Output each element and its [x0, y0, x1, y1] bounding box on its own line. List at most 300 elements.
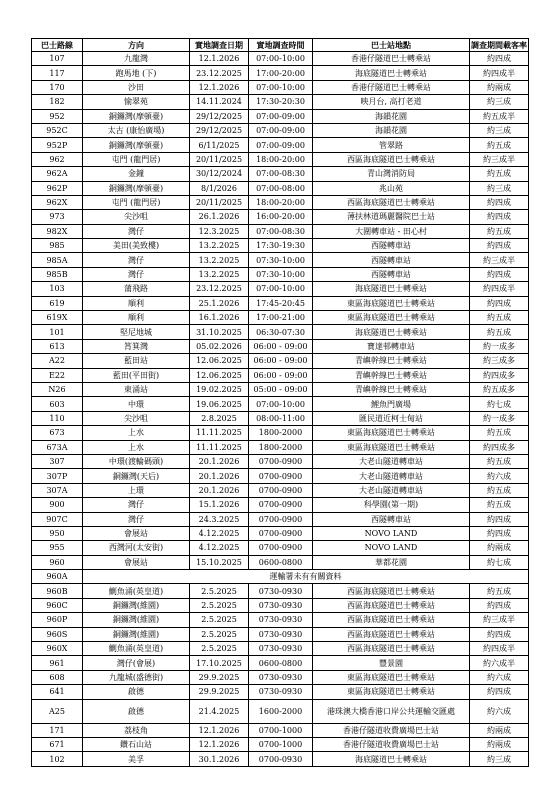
- table-row: [32, 752, 529, 766]
- cell-survey-date: 21.4.2025: [190, 699, 249, 723]
- cell-bus-stop: 青山灣消防局: [313, 167, 470, 181]
- cell-bus-stop: 西隧轉車站: [313, 512, 470, 526]
- cell-survey-date: 31.10.2025: [190, 325, 249, 339]
- cell-bus-stop: 西區海底隧道巴士轉乘站: [313, 598, 470, 612]
- cell-survey-time: 06:00 - 09:00: [249, 339, 313, 353]
- cell-route: 955: [32, 541, 83, 555]
- cell-survey-date: 29/12/2025: [190, 123, 249, 137]
- cell-bus-stop: 海韻花園: [313, 109, 470, 123]
- cell-route: 985A: [32, 253, 83, 267]
- cell-bus-stop: 匯民道近柯士甸站: [313, 411, 470, 425]
- table-row: [32, 282, 529, 296]
- cell-direction: 鰂魚涌(英皇道): [83, 642, 190, 656]
- cell-occupancy: 約五成: [470, 584, 529, 598]
- cell-bus-stop: 西區海底隧道巴士轉乘站: [313, 195, 470, 209]
- cell-survey-date: 11.11.2025: [190, 426, 249, 440]
- cell-survey-date: 2.5.2025: [190, 584, 249, 598]
- cell-route: 960: [32, 555, 83, 569]
- table-row: [32, 138, 529, 152]
- cell-occupancy: 約四成: [470, 239, 529, 253]
- cell-bus-stop: 海底隧道巴士轉乘站: [313, 66, 470, 80]
- cell-survey-time: 17:30-20:30: [249, 95, 313, 109]
- table-row: [32, 210, 529, 224]
- cell-survey-time: 07:00-10:00: [249, 282, 313, 296]
- cell-bus-stop: 東區海底隧道巴士轉乘站: [313, 440, 470, 454]
- cell-occupancy: 約七成: [470, 397, 529, 411]
- table-row: [32, 368, 529, 382]
- cell-occupancy: 約四成: [470, 195, 529, 209]
- table-row: [32, 354, 529, 368]
- cell-direction: 銅鑼灣(維園): [83, 598, 190, 612]
- cell-direction: 藍田站: [83, 354, 190, 368]
- cell-survey-time: 0730-0930: [249, 584, 313, 598]
- table-row: [32, 109, 529, 123]
- cell-bus-stop: 鯉魚門廣場: [313, 397, 470, 411]
- cell-route: 307A: [32, 483, 83, 497]
- cell-bus-stop: 西隧轉車站: [313, 267, 470, 281]
- cell-direction: 銅鑼灣(維園): [83, 627, 190, 641]
- cell-survey-date: 15.10.2025: [190, 555, 249, 569]
- cell-direction: 灣仔: [83, 253, 190, 267]
- cell-direction: 屯門 (龍門居): [83, 195, 190, 209]
- cell-route: 671: [32, 737, 83, 751]
- table-row: [32, 195, 529, 209]
- cell-route: 960P: [32, 613, 83, 627]
- cell-direction: 太古 (康怡廣場): [83, 123, 190, 137]
- cell-survey-date: 23.12.2025: [190, 282, 249, 296]
- cell-occupancy: 約四成: [470, 296, 529, 310]
- cell-route: 603: [32, 397, 83, 411]
- cell-bus-stop: 香港仔隧道收費廣場巴士站: [313, 723, 470, 737]
- cell-occupancy: 約三成半: [470, 613, 529, 627]
- cell-survey-date: 2.5.2025: [190, 642, 249, 656]
- cell-survey-date: 20.1.2026: [190, 469, 249, 483]
- cell-survey-date: 14.11.2024: [190, 95, 249, 109]
- cell-direction: 灣仔: [83, 512, 190, 526]
- cell-direction: 蒲飛路: [83, 282, 190, 296]
- cell-route: 960A: [32, 570, 83, 584]
- table-row: [32, 498, 529, 512]
- cell-route: 619X: [32, 311, 83, 325]
- cell-survey-time: 07:00-09:00: [249, 138, 313, 152]
- cell-survey-time: 08:00-11:00: [249, 411, 313, 425]
- cell-occupancy: 約兩成: [470, 541, 529, 555]
- cell-route: 673A: [32, 440, 83, 454]
- cell-occupancy: 約三成: [470, 95, 529, 109]
- cell-survey-date: 20.1.2026: [190, 454, 249, 468]
- cell-route: 900: [32, 498, 83, 512]
- table-row: [32, 541, 529, 555]
- cell-survey-date: 12.1.2026: [190, 52, 249, 66]
- cell-route: 307: [32, 454, 83, 468]
- cell-direction: 順利: [83, 296, 190, 310]
- cell-direction: 銅鑼灣(摩頓臺): [83, 109, 190, 123]
- table-row: [32, 440, 529, 454]
- cell-survey-date: 12.06.2025: [190, 354, 249, 368]
- cell-direction: 銅鑼灣(天后): [83, 469, 190, 483]
- cell-survey-time: 06:00 - 09:00: [249, 354, 313, 368]
- cell-occupancy: 約三成半: [470, 253, 529, 267]
- cell-route: 960X: [32, 642, 83, 656]
- cell-survey-time: 0700-0900: [249, 454, 313, 468]
- cell-survey-date: 16.1.2026: [190, 311, 249, 325]
- cell-bus-stop: 青嶼幹線巴士轉乘站: [313, 354, 470, 368]
- cell-route: 907C: [32, 512, 83, 526]
- table-row: [32, 483, 529, 497]
- cell-survey-time: 0600-0800: [249, 555, 313, 569]
- cell-survey-date: 12.3.2025: [190, 224, 249, 238]
- table-row: [32, 224, 529, 238]
- table-row: [32, 555, 529, 569]
- header-bus-stop: 巴士站地點: [313, 39, 470, 52]
- cell-survey-time: 05:00 - 09:00: [249, 382, 313, 396]
- header-occupancy: 調查期間載客率: [471, 40, 527, 50]
- cell-survey-date: 17.10.2025: [190, 656, 249, 670]
- survey-table: [31, 38, 529, 767]
- cell-occupancy: 約六成: [470, 670, 529, 684]
- cell-bus-stop: 東區海底隧道巴士轉乘站: [313, 670, 470, 684]
- cell-occupancy: 約五成半: [470, 109, 529, 123]
- cell-direction: 灣仔: [83, 498, 190, 512]
- table-row: [32, 656, 529, 670]
- cell-occupancy: 約六成半: [470, 656, 529, 670]
- cell-bus-stop: 香港仔隧道巴士轉乘站: [313, 80, 470, 94]
- cell-survey-date: 24.3.2025: [190, 512, 249, 526]
- cell-bus-stop: 東區海底隧道巴士轉乘站: [313, 296, 470, 310]
- cell-bus-stop: 大老山隧道轉車站: [313, 483, 470, 497]
- cell-survey-date: 2.8.2025: [190, 411, 249, 425]
- cell-survey-time: 0700-0900: [249, 469, 313, 483]
- cell-direction: 荔枝角: [83, 723, 190, 737]
- cell-occupancy: 約七成: [470, 555, 529, 569]
- cell-direction: 啟德: [83, 699, 190, 723]
- cell-bus-stop: NOVO LAND: [313, 541, 470, 555]
- cell-occupancy: 約四成半: [470, 642, 529, 656]
- cell-direction: 跑馬地 (下): [83, 66, 190, 80]
- cell-direction: 尖沙咀: [83, 411, 190, 425]
- cell-bus-stop: 寶達邨轉車站: [313, 339, 470, 353]
- cell-bus-stop: 西區海底隧道巴士轉乘站: [313, 613, 470, 627]
- header-survey-date: 實地調查日期: [190, 39, 249, 52]
- cell-route: 613: [32, 339, 83, 353]
- cell-survey-time: 17:45-20:45: [249, 296, 313, 310]
- cell-bus-stop: 華都花園: [313, 555, 470, 569]
- cell-occupancy: 約六成: [470, 699, 529, 723]
- cell-route: 952C: [32, 123, 83, 137]
- table-row: [32, 52, 529, 66]
- cell-direction: 美孚: [83, 752, 190, 766]
- cell-survey-date: 30.1.2026: [190, 752, 249, 766]
- cell-bus-stop: 海底隧道巴士轉乘站: [313, 325, 470, 339]
- cell-route: 982X: [32, 224, 83, 238]
- cell-direction: 鰂魚涌(英皇道): [83, 584, 190, 598]
- table-row: [32, 95, 529, 109]
- cell-survey-time: 07:00-10:00: [249, 52, 313, 66]
- cell-bus-stop: 兆山苑: [313, 181, 470, 195]
- cell-occupancy: 約四成: [470, 512, 529, 526]
- cell-occupancy: 約四成半: [470, 66, 529, 80]
- cell-survey-time: 0700-0930: [249, 752, 313, 766]
- cell-route: A22: [32, 354, 83, 368]
- cell-direction: 九龍城(盛德街): [83, 670, 190, 684]
- cell-survey-date: 20/11/2025: [190, 152, 249, 166]
- cell-direction: 金鐘: [83, 167, 190, 181]
- cell-survey-time: 0730-0930: [249, 670, 313, 684]
- cell-direction: 銅鑼灣(摩頓臺): [83, 138, 190, 152]
- cell-survey-date: 6/11/2025: [190, 138, 249, 152]
- cell-direction: 灣仔: [83, 224, 190, 238]
- cell-bus-stop: 海底隧道巴士轉乘站: [313, 752, 470, 766]
- cell-survey-time: 0730-0930: [249, 642, 313, 656]
- table-row: [32, 296, 529, 310]
- cell-direction: 鑽石山站: [83, 737, 190, 751]
- cell-survey-date: 19.06.2025: [190, 397, 249, 411]
- table-row: [32, 670, 529, 684]
- cell-survey-date: 12.1.2026: [190, 723, 249, 737]
- cell-survey-time: 07:00-08:00: [249, 181, 313, 195]
- cell-route: 171: [32, 723, 83, 737]
- cell-route: 608: [32, 670, 83, 684]
- cell-occupancy: 約四成: [470, 526, 529, 540]
- cell-route: 952: [32, 109, 83, 123]
- cell-direction: 九龍灣: [83, 52, 190, 66]
- cell-survey-time: 0730-0930: [249, 598, 313, 612]
- cell-survey-time: 17:30-19:30: [249, 239, 313, 253]
- cell-direction: 東涌站: [83, 382, 190, 396]
- cell-bus-stop: 西區海底隧道巴士轉乘站: [313, 627, 470, 641]
- cell-survey-time: 1600-2000: [249, 699, 313, 723]
- cell-survey-time: 18:00-20:00: [249, 195, 313, 209]
- cell-bus-stop: 科學園(第一期): [313, 498, 470, 512]
- table-row: [32, 426, 529, 440]
- cell-direction: 藍田(平田街): [83, 368, 190, 382]
- cell-bus-stop: NOVO LAND: [313, 526, 470, 540]
- cell-direction: 美田(美致樓): [83, 239, 190, 253]
- cell-occupancy: 約五成: [470, 426, 529, 440]
- table-row: [32, 584, 529, 598]
- cell-survey-date: 20.1.2026: [190, 483, 249, 497]
- cell-bus-stop: 青嶼幹線巴士轉乘站: [313, 382, 470, 396]
- cell-route: 107: [32, 52, 83, 66]
- cell-survey-time: 07:30-10:00: [249, 267, 313, 281]
- cell-survey-time: 17:00-21:00: [249, 311, 313, 325]
- cell-survey-date: 23.12.2025: [190, 66, 249, 80]
- cell-bus-stop: 管翠路: [313, 138, 470, 152]
- cell-occupancy: 約三成: [470, 123, 529, 137]
- cell-survey-time: 0730-0930: [249, 685, 313, 699]
- cell-survey-date: 13.2.2025: [190, 253, 249, 267]
- cell-survey-time: 18:00-20:00: [249, 152, 313, 166]
- cell-route: 961: [32, 656, 83, 670]
- cell-bus-stop: 西區海底隧道巴士轉乘站: [313, 642, 470, 656]
- cell-occupancy: 約四成多: [470, 368, 529, 382]
- cell-bus-stop: 港珠澳大橋香港口岸公共運輸交匯處: [313, 699, 470, 723]
- cell-occupancy: 約三成: [470, 181, 529, 195]
- cell-survey-time: 0730-0930: [249, 613, 313, 627]
- cell-bus-stop: 海韻花園: [313, 123, 470, 137]
- cell-survey-date: 12.1.2026: [190, 80, 249, 94]
- cell-route: 962: [32, 152, 83, 166]
- table-row: [32, 613, 529, 627]
- cell-survey-date: 12.1.2026: [190, 737, 249, 751]
- cell-route: 673: [32, 426, 83, 440]
- cell-direction: 上水: [83, 440, 190, 454]
- cell-bus-stop: 大老山隧道轉車站: [313, 454, 470, 468]
- cell-occupancy: 約兩成: [470, 737, 529, 751]
- cell-survey-date: 11.11.2025: [190, 440, 249, 454]
- cell-route: 962P: [32, 181, 83, 195]
- cell-occupancy: 約四成: [470, 52, 529, 66]
- cell-survey-time: 0600-0800: [249, 656, 313, 670]
- cell-route: N26: [32, 382, 83, 396]
- cell-survey-date: 30/12/2024: [190, 167, 249, 181]
- cell-direction: 上水: [83, 426, 190, 440]
- cell-route: 101: [32, 325, 83, 339]
- table-row: [32, 699, 529, 723]
- cell-direction: 沙田: [83, 80, 190, 94]
- cell-direction: 灣仔(會展): [83, 656, 190, 670]
- table-row: [32, 239, 529, 253]
- cell-survey-time: 0700-0900: [249, 512, 313, 526]
- table-row: [32, 167, 529, 181]
- cell-route: 103: [32, 282, 83, 296]
- cell-occupancy: 約三成: [470, 752, 529, 766]
- cell-occupancy: 約三成多: [470, 354, 529, 368]
- cell-survey-date: 2.5.2025: [190, 613, 249, 627]
- cell-direction: 筲箕灣: [83, 339, 190, 353]
- cell-survey-date: 2.5.2025: [190, 627, 249, 641]
- cell-direction: 西灣河(太安街): [83, 541, 190, 555]
- cell-occupancy: 約四成: [470, 210, 529, 224]
- cell-occupancy: 約一成多: [470, 339, 529, 353]
- table-row: [32, 339, 529, 353]
- cell-survey-time: 0700-0900: [249, 483, 313, 497]
- cell-direction: 灣仔: [83, 267, 190, 281]
- cell-survey-time: 07:00-08:30: [249, 167, 313, 181]
- cell-route: 307P: [32, 469, 83, 483]
- table-row: [32, 253, 529, 267]
- cell-survey-time: 16:00-20:00: [249, 210, 313, 224]
- cell-direction: 屯門 (龍門居): [83, 152, 190, 166]
- table-row: [32, 66, 529, 80]
- cell-occupancy: 約五成: [470, 454, 529, 468]
- cell-occupancy: 約五成: [470, 311, 529, 325]
- cell-occupancy: 約五成: [470, 138, 529, 152]
- cell-survey-time: 1800-2000: [249, 440, 313, 454]
- table-row: [32, 267, 529, 281]
- cell-survey-date: 8/1/2026: [190, 181, 249, 195]
- cell-occupancy: 約兩成: [470, 80, 529, 94]
- cell-direction: 尖沙咀: [83, 210, 190, 224]
- cell-survey-time: 0700-0900: [249, 526, 313, 540]
- cell-route: 960C: [32, 598, 83, 612]
- cell-occupancy: 約四成: [470, 627, 529, 641]
- cell-bus-stop: 東區海底隧道巴士轉乘站: [313, 685, 470, 699]
- table-row: [32, 411, 529, 425]
- table-row: [32, 598, 529, 612]
- table-row: [32, 526, 529, 540]
- cell-route: 110: [32, 411, 83, 425]
- cell-survey-date: 13.2.2025: [190, 267, 249, 281]
- cell-bus-stop: 西區海底隧道巴士轉乘站: [313, 584, 470, 598]
- cell-route: 641: [32, 685, 83, 699]
- cell-route: 619: [32, 296, 83, 310]
- cell-survey-date: 2.5.2025: [190, 598, 249, 612]
- cell-route: 973: [32, 210, 83, 224]
- cell-bus-stop: 西隧轉車站: [313, 239, 470, 253]
- cell-bus-stop: 香港仔隧道收費廣場巴士站: [313, 737, 470, 751]
- cell-bus-stop: 香港仔隧道巴士轉乘站: [313, 52, 470, 66]
- cell-direction: 中環: [83, 397, 190, 411]
- cell-survey-time: 06:00 - 09:00: [249, 368, 313, 382]
- header-survey-time: 實地調查時間: [249, 39, 313, 52]
- table-row: [32, 570, 529, 584]
- cell-route: 950: [32, 526, 83, 540]
- cell-survey-date: 12.06.2025: [190, 368, 249, 382]
- table-row: [32, 181, 529, 195]
- cell-occupancy: 約四成多: [470, 440, 529, 454]
- cell-occupancy: 約五成: [470, 483, 529, 497]
- cell-bus-stop: 豐景園: [313, 656, 470, 670]
- cell-no-data-note: 運輸署未有有關資料: [83, 570, 529, 584]
- header-route: 巴士路線: [32, 39, 83, 52]
- cell-survey-time: 07:00-08:30: [249, 224, 313, 238]
- cell-bus-stop: 青嶼幹線巴士轉乘站: [313, 368, 470, 382]
- table-header-row: [32, 39, 529, 52]
- cell-occupancy: 約五成: [470, 498, 529, 512]
- cell-occupancy: 約六成: [470, 469, 529, 483]
- table-row: [32, 382, 529, 396]
- cell-survey-time: 0700-0900: [249, 541, 313, 555]
- cell-survey-date: 4.12.2025: [190, 526, 249, 540]
- cell-bus-stop: 大老山隧道轉車站: [313, 469, 470, 483]
- table-row: [32, 723, 529, 737]
- table-row: [32, 627, 529, 641]
- cell-bus-stop: 東區海底隧道巴士轉乘站: [313, 426, 470, 440]
- cell-bus-stop: 海底隧道巴士轉乘站: [313, 282, 470, 296]
- cell-survey-date: 26.1.2026: [190, 210, 249, 224]
- cell-occupancy: 約五成多: [470, 382, 529, 396]
- cell-route: 952P: [32, 138, 83, 152]
- table-row: [32, 642, 529, 656]
- cell-occupancy: 約四成: [470, 685, 529, 699]
- cell-survey-time: 0730-0930: [249, 627, 313, 641]
- cell-direction: 堅尼地城: [83, 325, 190, 339]
- cell-occupancy: 約四成: [470, 598, 529, 612]
- table-row: [32, 152, 529, 166]
- cell-occupancy: 約四成: [470, 267, 529, 281]
- cell-route: 962X: [32, 195, 83, 209]
- cell-direction: 會展站: [83, 526, 190, 540]
- cell-direction: 上環: [83, 483, 190, 497]
- cell-route: 985: [32, 239, 83, 253]
- cell-survey-time: 07:00-09:00: [249, 109, 313, 123]
- cell-survey-time: 06:30-07:30: [249, 325, 313, 339]
- cell-occupancy: 約一成多: [470, 411, 529, 425]
- cell-survey-time: 07:00-09:00: [249, 123, 313, 137]
- cell-survey-time: 07:00-10:00: [249, 397, 313, 411]
- cell-survey-date: 29/12/2025: [190, 109, 249, 123]
- cell-survey-date: 19.02.2025: [190, 382, 249, 396]
- cell-direction: 啟德: [83, 685, 190, 699]
- cell-survey-time: 0700-0900: [249, 498, 313, 512]
- cell-survey-date: 29.9.2025: [190, 685, 249, 699]
- cell-route: 960B: [32, 584, 83, 598]
- cell-survey-date: 29.9.2025: [190, 670, 249, 684]
- cell-bus-stop: 大圍轉車站 - 田心村: [313, 224, 470, 238]
- table-row: [32, 325, 529, 339]
- cell-direction: 銅鑼灣(摩頓臺): [83, 181, 190, 195]
